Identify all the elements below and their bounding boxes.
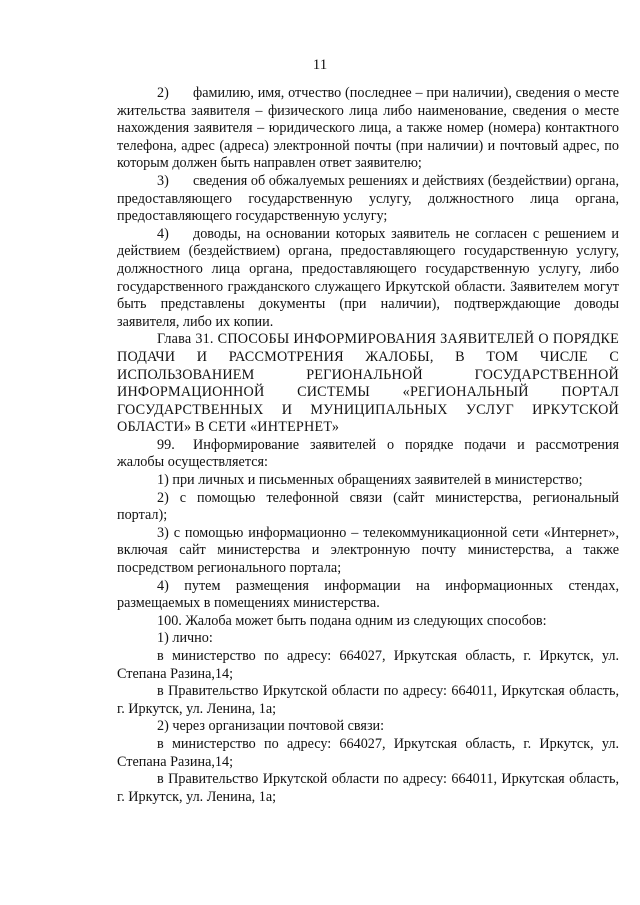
item-number: 3) <box>157 172 169 189</box>
paragraph-item-2 <box>117 85 619 173</box>
address-paragraph: в Правительство Иркутской области по адресу: 664011, Иркутская область, г. Иркутск, ул. Ленина, 1а; <box>117 771 619 805</box>
list-item: 1) при личных и письменных обращениях заявителей в министерство; <box>157 472 583 489</box>
paragraph-text: доводы, на основании которых заявитель не согласен с решением и действием (бездействием) органа, предоставляющего государственную услугу, должностного лица органа, предоставляющего государственную услугу, либо государственного гражданского служащего Иркутской области. Заявителем могут быть представлены документы (при наличии), подтверждающие доводы заявителя, либо их копии. <box>117 225 619 330</box>
item-number: 2) <box>157 85 169 101</box>
address-paragraph: в Правительство Иркутской области по адресу: 664011, Иркутская область, г. Иркутск, ул. Ленина, 1а; <box>117 683 619 717</box>
paragraph-item-3 <box>117 173 619 226</box>
list-item: 2) через организации почтовой связи: <box>157 718 385 735</box>
list-item: 2) с помощью телефонной связи (сайт министерства, региональный портал); <box>117 489 619 524</box>
paragraph-text: фамилию, имя, отчество (последнее – при наличии), сведения о месте жительства заявителя – физического лица либо наименование, сведения о месте нахождения заявителя – юридического лица, а также номер (номера) контактного телефона, адрес (адреса) электронной почты (при наличии) и почтовый адрес, по которым должен быть направлен ответ заявителю; <box>117 85 619 172</box>
paragraph-item-4 <box>117 226 619 332</box>
list-item: 4) путем размещения информации на информационных стендах, размещаемых в помещениях министерства. <box>117 577 619 612</box>
chapter-heading: Глава 31. СПОСОБЫ ИНФОРМИРОВАНИЯ ЗАЯВИТЕЛЕЙ О ПОРЯДКЕ ПОДАЧИ И РАССМОТРЕНИЯ ЖАЛОБЫ, В ТОМ ЧИСЛЕ С ИСПОЛЬЗОВАНИЕМ РЕГИОНАЛЬНОЙ ГОСУДАРСТВЕННОЙ ИНФОРМАЦИОННОЙ СИСТЕМЫ «РЕГИОНАЛЬНЫЙ ПОРТАЛ ГОСУДАРСТВЕННЫХ И МУНИЦИПАЛЬНЫХ УСЛУГ ИРКУТСКОЙ ОБЛАСТИ» В СЕТИ «ИНТЕРНЕТ» <box>117 331 619 436</box>
paragraph-99 <box>117 437 619 472</box>
list-item: 3) с помощью информационно – телекоммуникационной сети «Интернет», включая сайт министерства и электронную почту министерства, а также посредством регионального портала; <box>117 524 619 577</box>
paragraph-text: сведения об обжалуемых решениях и действиях (бездействии) органа, предоставляющего государственную услугу, должностного лица органа, предоставляющего государственную услугу; <box>117 172 619 225</box>
list-item: 1) лично: <box>157 630 213 647</box>
address-paragraph: в министерство по адресу: 664027, Иркутская область, г. Иркутск, ул. Степана Разина,14; <box>117 648 619 682</box>
paragraph-100: 100. Жалоба может быть подана одним из следующих способов: <box>157 612 547 629</box>
item-number: 99. <box>157 436 175 453</box>
item-number: 4) <box>157 225 169 242</box>
document-body <box>117 85 619 806</box>
page-number: 11 <box>312 57 328 73</box>
address-paragraph: в министерство по адресу: 664027, Иркутская область, г. Иркутск, ул. Степана Разина,14; <box>117 735 619 770</box>
paragraph-text: Информирование заявителей о порядке подачи и рассмотрения жалобы осуществляется: <box>117 436 619 471</box>
